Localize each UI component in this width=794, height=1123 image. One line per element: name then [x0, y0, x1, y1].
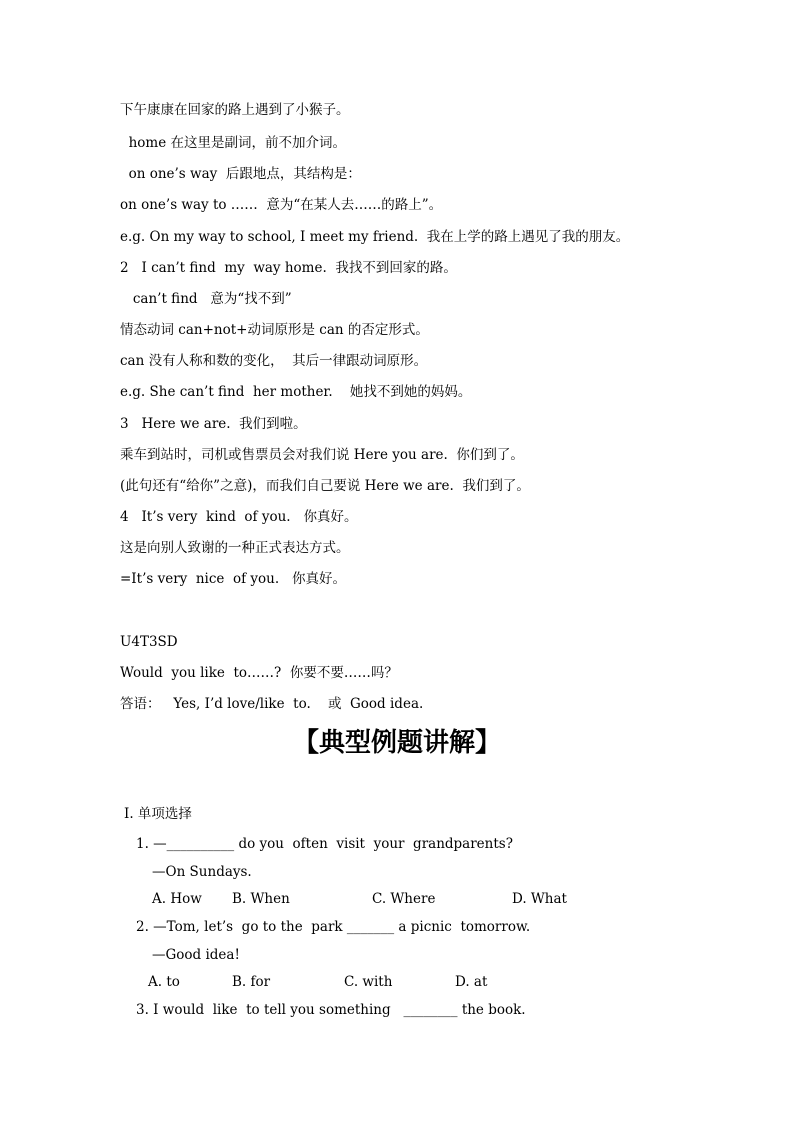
question-reply: —Good idea!: [152, 947, 240, 963]
note-line-9: can 没有人称和数的变化， 其后一律跟动词原形。: [120, 353, 428, 369]
question-stem: 2. —Tom, let’s go to the park _______ a picnic tomorrow.: [136, 919, 531, 935]
exercise-title: Ⅰ. 单项选择: [124, 806, 192, 822]
note-line-18: Would you like to……? 你要不要……吗？: [120, 665, 398, 681]
note-line-16: =It’s very nice of you. 你真好。: [120, 571, 347, 587]
option-a: A. How: [152, 891, 202, 907]
option-d: D. at: [455, 974, 488, 990]
note-line-12: 乘车到站时，司机或售票员会对我们说 Here you are. 你们到了。: [120, 447, 524, 463]
note-line-6: 2 I can’t find my way home. 我找不到回家的路。: [120, 260, 457, 276]
question-stem: 3. I would like to tell you something ________ the book.: [136, 1002, 526, 1018]
note-line-13: (此句还有“给你”之意)，而我们自己要说 Here we are. 我们到了。: [120, 478, 530, 494]
note-line-14: 4 It’s very kind of you. 你真好。: [120, 509, 358, 525]
note-line-15: 这是向别人致谢的一种正式表达方式。: [120, 540, 350, 556]
note-line-19: 答语： Yes, I’d love/like to. 或 Good idea.: [120, 696, 424, 712]
note-line-3: on one’s way 后跟地点，其结构是：: [120, 166, 361, 182]
note-line-5: e.g. On my way to school, I meet my friend. 我在上学的路上遇见了我的朋友。: [120, 229, 630, 245]
note-line-4: on one’s way to …… 意为“在某人去……的路上”。: [120, 197, 443, 213]
option-d: D. What: [512, 891, 567, 907]
note-line-11: 3 Here we are. 我们到啦。: [120, 416, 307, 432]
note-line-1: 下午康康在回家的路上遇到了小猴子。: [120, 102, 350, 118]
question-reply: —On Sundays.: [152, 864, 252, 880]
option-c: C. with: [344, 974, 393, 990]
note-line-7: can’t find 意为“找不到”: [120, 291, 292, 307]
note-line-10: e.g. She can’t find her mother. 她找不到她的妈妈。: [120, 384, 472, 400]
question-stem: 1. —__________ do you often visit your grandparents?: [136, 836, 513, 852]
section-heading: 【典型例题讲解】: [292, 728, 501, 758]
option-b: B. for: [232, 974, 271, 990]
option-a: A. to: [148, 974, 180, 990]
option-b: B. When: [232, 891, 290, 907]
note-line-2: home 在这里是副词，前不加介词。: [120, 135, 346, 151]
option-c: C. Where: [372, 891, 436, 907]
note-line-8: 情态动词 can+not+动词原形是 can 的否定形式。: [120, 322, 429, 338]
note-line-17: U4T3SD: [120, 634, 178, 650]
